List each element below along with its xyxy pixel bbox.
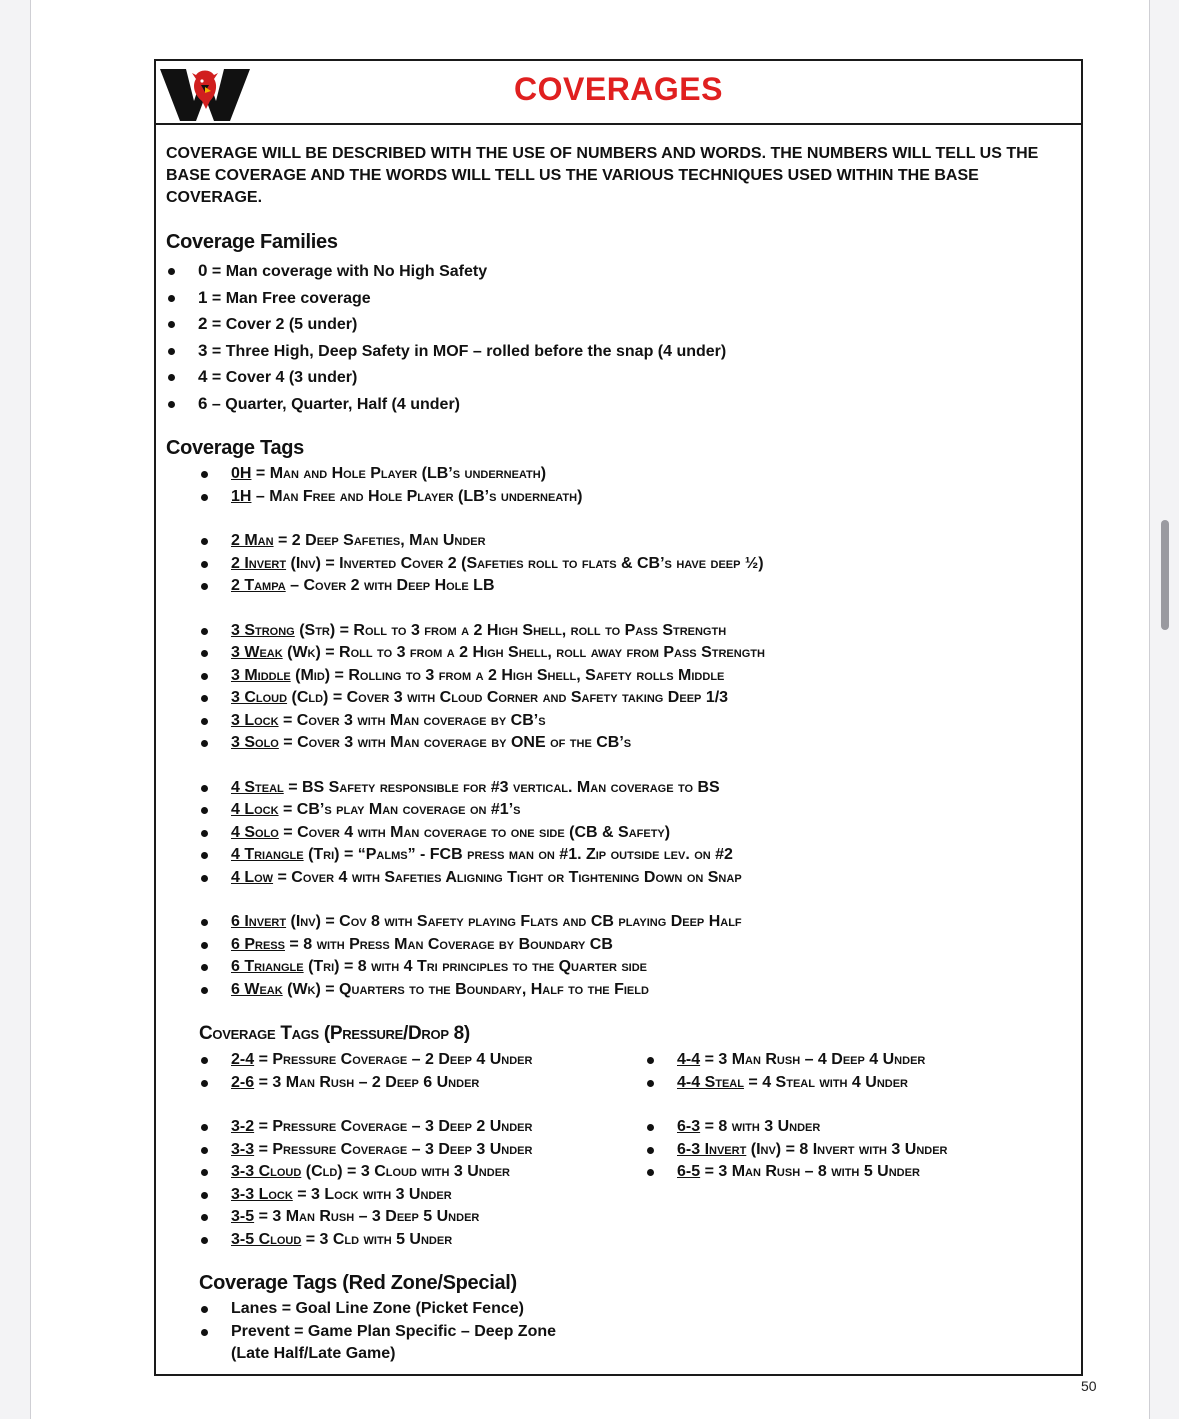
family-description: Quarter, Quarter, Half (4 under)	[225, 395, 460, 413]
list-item	[199, 777, 1059, 800]
redzone-item-continuation	[199, 1343, 799, 1366]
family-item	[166, 338, 1066, 365]
tag-code: 4 Low	[231, 868, 274, 886]
tag-code: 4 Triangle	[231, 846, 304, 863]
tag-description: (Cld) = 3 Cloud with 3 Under	[301, 1163, 510, 1180]
document-page	[30, 0, 1150, 1419]
page-number: 50	[1081, 1378, 1097, 1394]
bullet-icon	[647, 1080, 654, 1087]
families-list	[166, 258, 1066, 417]
tag-description: = 3 Man Rush – 2 Deep 6 Under	[254, 1073, 480, 1091]
list-spacer	[199, 508, 1059, 530]
tag-description: = CB’s play Man coverage on #1’s	[278, 801, 521, 818]
tag-code: 4 Solo	[231, 823, 279, 841]
family-separator: =	[207, 263, 226, 280]
list-spacer	[199, 1094, 639, 1116]
bullet-icon	[168, 295, 175, 302]
family-number: 0	[198, 261, 208, 280]
tag-description: (Inv) = 8 Invert with 3 Under	[746, 1140, 948, 1158]
list-item	[199, 1206, 639, 1229]
family-separator: =	[207, 342, 226, 360]
redzone-item	[199, 1321, 799, 1344]
tag-description: (Wk) = Roll to 3 from a 2 High Shell, roll away from Pass Strength	[282, 644, 765, 661]
bullet-icon	[201, 987, 208, 994]
list-item	[199, 844, 1059, 867]
tag-description: – Man Free and Hole Player (LB’s underneath)	[251, 487, 583, 505]
family-number: 1	[198, 287, 208, 307]
tag-code: 0H	[231, 465, 252, 482]
tag-code: 6 Weak	[231, 980, 283, 998]
bullet-icon	[647, 1124, 654, 1131]
list-item	[199, 1229, 639, 1252]
list-item	[199, 956, 1059, 979]
list-spacer	[199, 755, 1059, 777]
family-separator: =	[207, 289, 226, 307]
tag-description: = 8 with Press Man Coverage by Boundary CB	[284, 935, 613, 953]
pressure-left-list	[199, 1049, 639, 1251]
list-item	[199, 1139, 639, 1162]
tag-code: 6 Press	[231, 935, 285, 953]
list-item	[199, 1049, 639, 1072]
tag-code: 3-3	[231, 1140, 255, 1158]
tag-code: 6 Invert	[231, 913, 287, 930]
bullet-icon	[201, 919, 208, 926]
tag-code: 4 Steal	[231, 778, 284, 796]
header-row	[156, 61, 1081, 125]
list-item	[199, 934, 1059, 957]
list-item	[199, 486, 1059, 509]
list-item	[199, 822, 1059, 845]
family-number: 4	[198, 367, 208, 386]
redzone-text-line2: (Late Half/Late Game)	[231, 1345, 396, 1362]
tag-description: (Mid) = Rolling to 3 from a 2 High Shell, Safety rolls Middle	[290, 666, 725, 684]
bullet-icon	[201, 1057, 208, 1064]
pressure-right-list	[645, 1049, 1065, 1184]
tag-description: = 3 Cld with 5 Under	[301, 1230, 453, 1248]
list-item	[199, 911, 1059, 934]
tag-description: = 3 Man Rush – 8 with 5 Under	[700, 1163, 920, 1180]
bullet-icon	[168, 321, 175, 328]
bullet-icon	[201, 875, 208, 882]
list-item	[645, 1139, 1065, 1162]
tag-description: (Inv) = Cov 8 with Safety playing Flats and CB playing Deep Half	[286, 913, 742, 930]
bullet-icon	[201, 650, 208, 657]
tag-code: 2 Tampa	[231, 577, 286, 594]
bullet-icon	[201, 964, 208, 971]
family-item	[166, 311, 1066, 338]
bullet-icon	[201, 740, 208, 747]
bullet-icon	[201, 1080, 208, 1087]
tag-description: (Wk) = Quarters to the Boundary, Half to the Field	[282, 980, 649, 998]
tag-description: (Inv) = Inverted Cover 2 (Safeties roll to flats & CB’s have deep ½)	[286, 554, 764, 572]
family-description: Three High, Deep Safety in MOF – rolled before the snap (4 under)	[225, 342, 727, 360]
bullet-icon	[201, 628, 208, 635]
bullet-icon	[201, 1147, 208, 1154]
list-item	[199, 463, 1059, 486]
tag-description: (Tri) = “Palms” - FCB press man on #1. Zip outside lev. on #2	[303, 846, 733, 863]
list-item	[199, 867, 1059, 890]
tag-description: = BS Safety responsible for #3 vertical. Man coverage to BS	[283, 778, 720, 796]
family-item	[166, 258, 1066, 285]
bullet-icon	[647, 1057, 654, 1064]
tag-code: 3-3 Cloud	[231, 1163, 302, 1180]
tag-description: = Cover 3 with Man coverage by ONE of the CB’s	[278, 734, 632, 751]
tag-code: 6 Triangle	[231, 958, 304, 975]
bullet-icon	[201, 695, 208, 702]
tag-code: 6-5	[677, 1163, 701, 1180]
bullet-icon	[201, 1192, 208, 1199]
family-separator: =	[207, 369, 226, 386]
list-item	[199, 799, 1059, 822]
tag-description: = Man and Hole Player (LB’s underneath)	[251, 465, 547, 482]
intro-paragraph: COVERAGE WILL BE DESCRIBED WITH THE USE OF NUMBERS AND WORDS. THE NUMBERS WILL TELL US THE BASE COVERAGE AND THE WORDS WILL TELL US THE VARIOUS TECHNIQUES USED WITHIN THE BASE COVERAGE.	[166, 145, 1039, 206]
tag-code: 3 Strong	[231, 621, 295, 639]
tag-description: – Cover 2 with Deep Hole LB	[285, 577, 495, 594]
tag-code: 3 Solo	[231, 734, 279, 751]
redzone-text: Lanes = Goal Line Zone (Picket Fence)	[231, 1300, 524, 1317]
family-item	[166, 364, 1066, 391]
redzone-item	[199, 1298, 799, 1321]
family-item	[166, 285, 1066, 312]
list-spacer	[199, 889, 1059, 911]
family-separator: =	[207, 316, 226, 333]
tag-code: 3 Middle	[231, 666, 291, 684]
list-item	[199, 687, 1059, 710]
list-spacer	[199, 598, 1059, 620]
family-description: Cover 4 (3 under)	[225, 369, 358, 386]
bullet-icon	[201, 561, 208, 568]
bullet-icon	[201, 942, 208, 949]
bullet-icon	[201, 494, 208, 501]
family-description: Man Free coverage	[225, 289, 371, 307]
bullet-icon	[201, 583, 208, 590]
list-item	[199, 1116, 639, 1139]
bullet-icon	[168, 268, 175, 275]
list-item	[645, 1049, 1065, 1072]
list-item	[199, 1072, 639, 1095]
tag-description: = Cover 4 with Safeties Aligning Tight or Tightening Down on Snap	[273, 868, 742, 886]
bullet-icon	[201, 807, 208, 814]
bullet-icon	[201, 718, 208, 725]
tag-code: 3-5	[231, 1208, 255, 1225]
tag-description: = 3 Lock with 3 Under	[292, 1185, 452, 1203]
family-number: 2	[198, 314, 208, 333]
bullet-icon	[201, 673, 208, 680]
bullet-icon	[201, 471, 208, 478]
tags-heading: Coverage Tags	[166, 437, 305, 459]
tag-description: = 3 Man Rush – 4 Deep 4 Under	[700, 1051, 926, 1068]
family-separator: –	[207, 395, 226, 413]
bullet-icon	[201, 1306, 208, 1313]
family-number: 6	[198, 393, 208, 413]
list-item	[199, 642, 1059, 665]
bullet-icon	[168, 374, 175, 381]
bullet-icon	[168, 401, 175, 408]
bullet-icon	[647, 1147, 654, 1154]
list-item	[645, 1072, 1065, 1095]
tag-code: 6-3 Invert	[677, 1140, 747, 1158]
tag-code: 1H	[231, 487, 252, 505]
list-item	[199, 710, 1059, 733]
bullet-icon	[201, 830, 208, 837]
list-item	[199, 979, 1059, 1002]
tag-code: 2 Man	[231, 532, 274, 549]
list-item	[199, 1161, 639, 1184]
families-heading: Coverage Families	[166, 231, 338, 253]
redzone-list	[199, 1298, 799, 1366]
redzone-heading: Coverage Tags (Red Zone/Special)	[199, 1272, 517, 1294]
list-item	[199, 575, 1059, 598]
tag-description: (Str) = Roll to 3 from a 2 High Shell, roll to Pass Strength	[294, 621, 727, 639]
bullet-icon	[201, 1169, 208, 1176]
tag-code: 4-4	[677, 1051, 701, 1068]
tag-code: 4-4 Steal	[677, 1073, 744, 1091]
tag-description: = 2 Deep Safeties, Man Under	[273, 532, 486, 549]
tag-code: 3-2	[231, 1118, 255, 1135]
bullet-icon	[201, 1237, 208, 1244]
tag-description: (Cld) = Cover 3 with Cloud Corner and Safety taking Deep 1/3	[287, 689, 729, 706]
pressure-heading: Coverage Tags (Pressure/Drop 8)	[199, 1023, 470, 1044]
tag-description: = Pressure Coverage – 3 Deep 2 Under	[254, 1118, 533, 1135]
tag-description: = Pressure Coverage – 3 Deep 3 Under	[254, 1140, 533, 1158]
tag-code: 4 Lock	[231, 801, 279, 818]
tag-code: 3-5 Cloud	[231, 1230, 302, 1248]
bullet-icon	[201, 1124, 208, 1131]
bullet-icon	[201, 785, 208, 792]
redzone-text: Prevent = Game Plan Specific – Deep Zone	[231, 1322, 557, 1340]
list-item	[199, 620, 1059, 643]
list-item	[645, 1116, 1065, 1139]
bullet-icon	[647, 1169, 654, 1176]
tag-code: 2-6	[231, 1073, 255, 1091]
list-spacer	[645, 1094, 1065, 1116]
tag-code: 6-3	[677, 1118, 701, 1135]
family-description: Cover 2 (5 under)	[225, 316, 358, 333]
page-frame	[154, 59, 1083, 1376]
page-title: COVERAGES	[514, 71, 723, 107]
list-item	[199, 665, 1059, 688]
tag-description: = 3 Man Rush – 3 Deep 5 Under	[254, 1208, 480, 1225]
family-item	[166, 391, 1066, 418]
family-number: 3	[198, 340, 208, 360]
list-item	[199, 732, 1059, 755]
tag-description: = 4 Steal with 4 Under	[743, 1073, 908, 1091]
bullet-icon	[201, 1214, 208, 1221]
tag-description: = Cover 3 with Man coverage by CB’s	[278, 711, 546, 729]
list-item	[199, 530, 1059, 553]
bullet-icon	[201, 538, 208, 545]
list-item	[199, 1184, 639, 1207]
tag-code: 3 Lock	[231, 711, 279, 729]
scrollbar-thumb[interactable]	[1161, 520, 1169, 630]
list-item	[645, 1161, 1065, 1184]
tags-list	[199, 463, 1059, 1001]
tag-code: 3-3 Lock	[231, 1185, 293, 1203]
list-item	[199, 553, 1059, 576]
bullet-icon	[201, 852, 208, 859]
tag-code: 2 Invert	[231, 554, 287, 572]
tag-code: 2-4	[231, 1051, 255, 1068]
bullet-icon	[201, 1329, 208, 1336]
family-description: Man coverage with No High Safety	[225, 263, 488, 280]
tag-description: (Tri) = 8 with 4 Tri principles to the Quarter side	[303, 958, 648, 975]
tag-code: 3 Cloud	[231, 689, 288, 706]
tag-code: 3 Weak	[231, 644, 283, 661]
tag-description: = Cover 4 with Man coverage to one side (CB & Safety)	[278, 823, 671, 841]
bullet-icon	[168, 348, 175, 355]
tag-description: = Pressure Coverage – 2 Deep 4 Under	[254, 1051, 533, 1068]
tag-description: = 8 with 3 Under	[700, 1118, 821, 1135]
